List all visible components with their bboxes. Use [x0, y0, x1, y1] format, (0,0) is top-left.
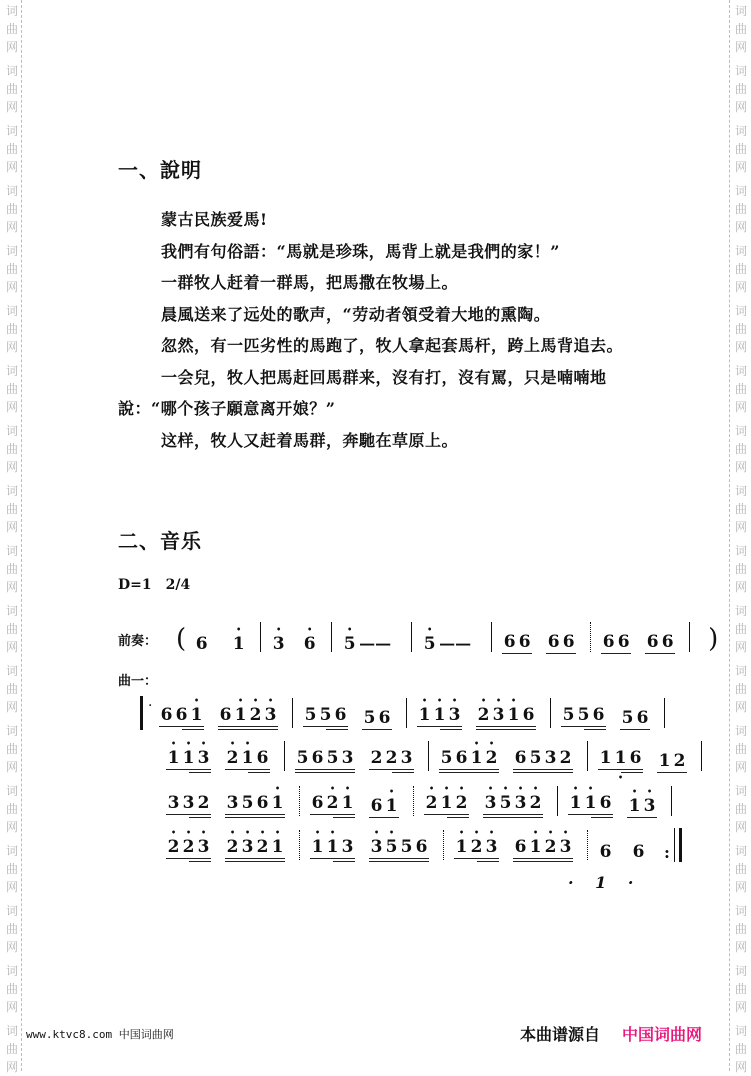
watermark-text: 词 曲 网 [5, 64, 18, 114]
watermark-text: 词 曲 网 [734, 364, 747, 414]
tune1-line-3: 3 3 2 3 5 6 • 1 6 • 2 • 1 6 • 1 • 2 • 1 • 2 • 3 • 5 • 3 • 2 • 1 • 1 6 • 1 • 3 [166, 778, 682, 818]
right-watermark-column [731, 0, 751, 1074]
watermark-text: 词 曲 网 [734, 904, 747, 954]
time-signature: 2/4 [165, 577, 191, 593]
paragraph: 一群牧人赶着一群馬，把馬撒在牧場上。 [161, 273, 459, 292]
tune1-line-2: • 1 • 1 • 3 • 2 • 1 6 5 6 5 3 2 2 3 5 6 • 1 • 2 6 5 3 2 1 1 • 6 1 2 [166, 733, 712, 773]
watermark-text: 词 曲 网 [734, 244, 747, 294]
watermark-text: 词 曲 网 [734, 664, 747, 714]
paragraph: 蒙古民族爱馬! [161, 210, 268, 229]
watermark-text: 词 曲 网 [734, 304, 747, 354]
footer-site-link[interactable]: www.ktvc8.com 中国词曲网 [26, 1028, 174, 1041]
watermark-text: 词 曲 网 [5, 184, 18, 234]
watermark-text: 词 曲 网 [5, 604, 18, 654]
watermark-text: 词 曲 网 [5, 904, 18, 954]
watermark-text: 词 曲 网 [5, 424, 18, 474]
watermark-text: 词 曲 网 [5, 1024, 18, 1074]
description-text [118, 204, 638, 456]
paragraph: 晨風送来了远处的歌声，“劳动者領受着大地的熏陶。 [161, 304, 551, 324]
footer-source [520, 1022, 702, 1045]
watermark-text: 词 曲 网 [734, 844, 747, 894]
watermark-text: 词 曲 网 [5, 124, 18, 174]
watermark-text: 词 曲 网 [5, 484, 18, 534]
watermark-text: 词 曲 网 [5, 784, 18, 834]
watermark-text: 词 曲 网 [734, 1024, 747, 1074]
watermark-text: 词 曲 网 [734, 484, 747, 534]
watermark-text: 词 曲 网 [5, 304, 18, 354]
watermark-text: 词 曲 网 [734, 184, 747, 234]
watermark-text: 词 曲 网 [5, 244, 18, 294]
paragraph: 一会兒，牧人把馬赶回馬群来，沒有打，沒有罵，只是喃喃地說：“哪个孩子願意离开娘？” [118, 367, 607, 418]
tune1-label: 曲一： [118, 674, 158, 689]
prelude-label: 前奏： [118, 634, 158, 649]
watermark-text: 词 曲 网 [734, 784, 747, 834]
watermark-text: 词 曲 网 [5, 544, 18, 594]
section-heading-description: 一、說明 [118, 158, 202, 182]
key-signature [118, 577, 190, 593]
watermark-text: 词 曲 网 [734, 4, 747, 54]
watermark-text: 词 曲 网 [734, 724, 747, 774]
watermark-text: 词 曲 网 [5, 964, 18, 1014]
watermark-text: 词 曲 网 [5, 4, 18, 54]
paragraph: 这样，牧人又赶着馬群，奔馳在草原上。 [161, 430, 459, 450]
watermark-text: 词 曲 网 [734, 64, 747, 114]
prelude-staff: ( 6 • 1 • 3 • 6 • 5 —— • 5 —— 6 6 6 6 6 6 6 6 ) [168, 614, 726, 654]
key: D=1 [118, 577, 152, 593]
watermark-text: 词 曲 网 [5, 724, 18, 774]
watermark-text: 词 曲 网 [734, 964, 747, 1014]
tune1-line-1: · 6 6 • 1 6 • 1 • 2 • 3 5 5 6 5 6 • 1 • 1 • 3 • 2 • 3 • 1 6 5 5 6 5 6 [140, 690, 675, 730]
right-margin-rule [729, 0, 730, 1071]
left-watermark-column [2, 0, 22, 1074]
tune1-line-4: • 2 • 2 • 3 • 2 • 3 • 2 • 1 • 1 • 1 3 • 3 • 5 5 6 • 1 • 2 • 3 6 • 1 • 2 • 3 6 6 : [166, 822, 682, 862]
source-label: 本曲谱源自 [520, 1025, 601, 1044]
watermark-text: 词 曲 网 [5, 664, 18, 714]
section-heading-music: 二、音乐 [118, 529, 202, 553]
watermark-text: 词 曲 网 [734, 544, 747, 594]
watermark-text: 词 曲 网 [734, 124, 747, 174]
paragraph: 我們有句俗語：“馬就是珍珠，馬背上就是我們的家！” [161, 241, 560, 261]
paragraph: 忽然，有一匹劣性的馬跑了，牧人拿起套馬杆，跨上馬背追去。 [161, 336, 624, 355]
watermark-text: 词 曲 网 [5, 844, 18, 894]
source-brand[interactable]: 中国词曲网 [622, 1025, 703, 1044]
page-number: · 1 · [568, 873, 642, 892]
watermark-text: 词 曲 网 [734, 604, 747, 654]
watermark-text: 词 曲 网 [734, 424, 747, 474]
watermark-text: 词 曲 网 [5, 364, 18, 414]
